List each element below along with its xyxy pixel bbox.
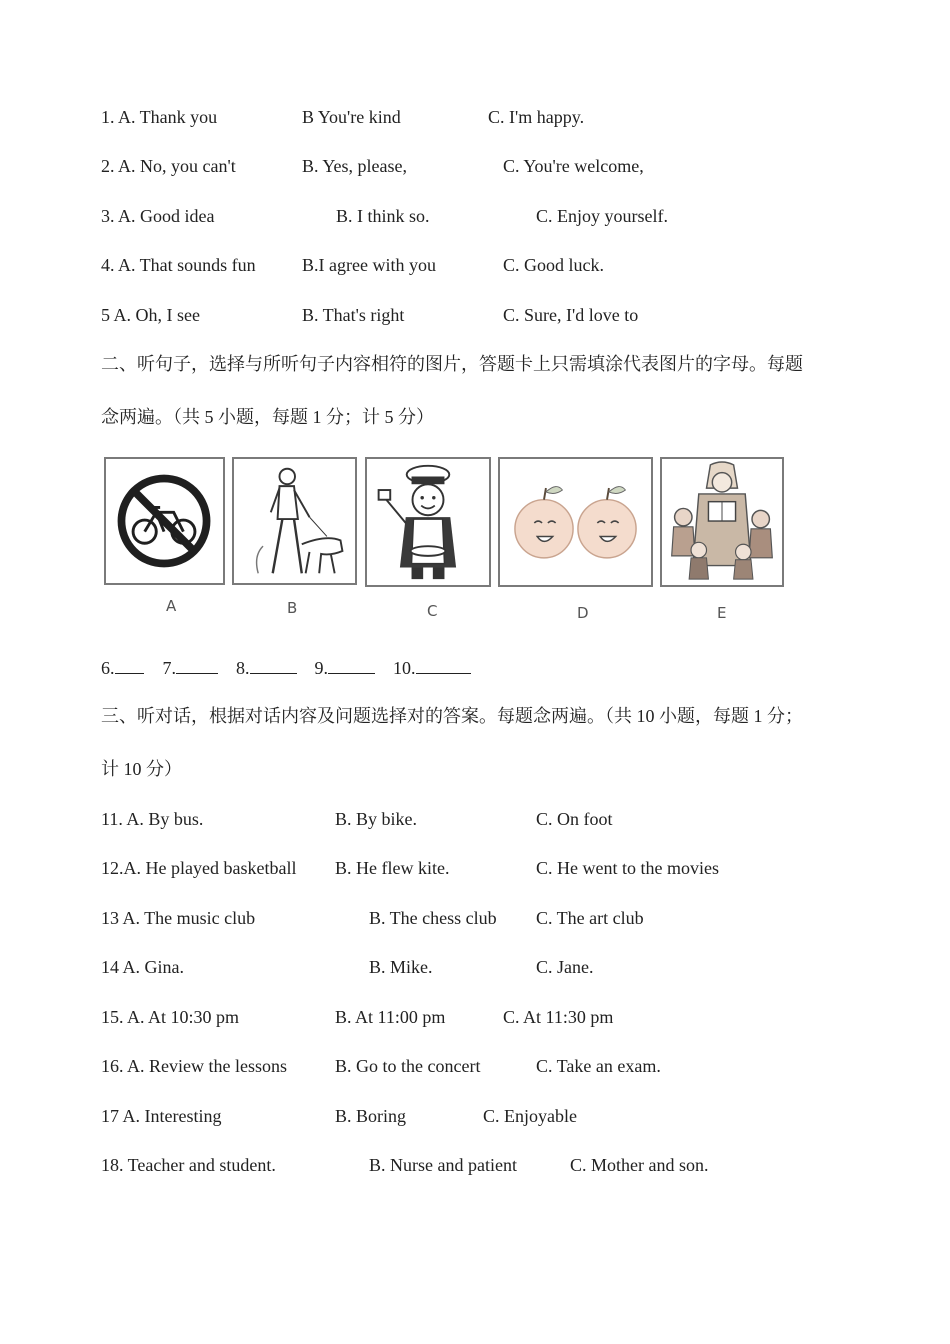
option-c: C. I'm happy.	[488, 107, 585, 127]
option-b: B. Mike.	[369, 957, 433, 977]
option-c: C. You're welcome,	[503, 156, 644, 176]
option-a: 11. A. By bus.	[101, 809, 204, 829]
option-c: C. Good luck.	[503, 255, 604, 275]
answer-blank-8[interactable]	[250, 655, 297, 674]
blank-label-10: 10.	[393, 658, 416, 678]
no-bicycle-icon	[106, 459, 223, 583]
option-c: C. Mother and son.	[570, 1155, 709, 1175]
option-c: C. Enjoyable	[483, 1106, 577, 1126]
option-a: 13 A. The music club	[101, 908, 256, 928]
option-b: B. Go to the concert	[335, 1056, 481, 1076]
option-c: C. At 11:30 pm	[503, 1007, 614, 1027]
woman-reading-to-children-icon	[662, 459, 782, 585]
option-b: B. That's right	[302, 305, 405, 325]
option-c: C. The art club	[536, 908, 644, 928]
picture-a	[104, 457, 225, 585]
option-b: B. I think so.	[336, 206, 430, 226]
option-b: B. Nurse and patient	[369, 1155, 517, 1175]
option-a: 5 A. Oh, I see	[101, 305, 200, 325]
section3-instruction-line1: 三、听对话，根据对话内容及问题选择对的答案。每题念两遍。（共 10 小题，每题 1 分；	[101, 706, 803, 726]
chef-cooking-icon	[367, 459, 489, 585]
option-b: B.I agree with you	[302, 255, 436, 275]
blank-label-6: 6.	[101, 658, 115, 678]
picture-b	[232, 457, 357, 585]
option-c: C. Jane.	[536, 957, 594, 977]
option-a: 18. Teacher and student.	[101, 1155, 276, 1175]
option-a: 4. A. That sounds fun	[101, 255, 256, 275]
section3-instruction-line2: 计 10 分）	[101, 759, 182, 779]
option-a: 14 A. Gina.	[101, 957, 184, 977]
option-b: B. The chess club	[369, 908, 497, 928]
picture-letter-a: A	[166, 597, 177, 615]
blank-label-7: 7.	[162, 658, 176, 678]
option-a: 17 A. Interesting	[101, 1106, 222, 1126]
option-b: B. Boring	[335, 1106, 407, 1126]
picture-letter-d: D	[577, 604, 589, 622]
blank-label-8: 8.	[236, 658, 250, 678]
picture-letter-e: E	[717, 604, 727, 622]
option-b: B. He flew kite.	[335, 858, 450, 878]
option-a: 16. A. Review the lessons	[101, 1056, 287, 1076]
man-walking-dog-icon	[234, 459, 355, 583]
option-b: B. At 11:00 pm	[335, 1007, 446, 1027]
picture-letter-c: C	[427, 602, 438, 620]
option-a: 2. A. No, you can't	[101, 156, 236, 176]
section2-instruction-line2: 念两遍。（共 5 小题，每题 1 分；计 5 分）	[101, 407, 434, 427]
answer-blank-10[interactable]	[416, 655, 471, 674]
option-a: 1. A. Thank you	[101, 107, 218, 127]
picture-c	[365, 457, 491, 587]
option-c: C. Take an exam.	[536, 1056, 661, 1076]
option-a: 12.A. He played basketball	[101, 858, 297, 878]
option-a: 3. A. Good idea	[101, 206, 215, 226]
option-b: B. By bike.	[335, 809, 418, 829]
picture-options	[101, 457, 791, 627]
option-b: B You're kind	[302, 107, 401, 127]
option-c: C. On foot	[536, 809, 613, 829]
option-c: C. Enjoy yourself.	[536, 206, 668, 226]
answer-blank-6[interactable]	[115, 655, 144, 674]
option-b: B. Yes, please,	[302, 156, 408, 176]
blank-label-9: 9.	[314, 658, 328, 678]
option-c: C. He went to the movies	[536, 858, 719, 878]
picture-e	[660, 457, 784, 587]
answer-blank-7[interactable]	[176, 655, 218, 674]
answer-blank-9[interactable]	[328, 655, 375, 674]
picture-letter-b: B	[287, 599, 298, 617]
smiling-apples-icon	[500, 459, 651, 585]
option-a: 15. A. At 10:30 pm	[101, 1007, 240, 1027]
picture-d	[498, 457, 653, 587]
section2-instruction-line1: 二、听句子，选择与所听句子内容相符的图片，答题卡上只需填涂代表图片的字母。每题	[101, 354, 803, 374]
option-c: C. Sure, I'd love to	[503, 305, 639, 325]
answer-blanks	[101, 655, 471, 680]
